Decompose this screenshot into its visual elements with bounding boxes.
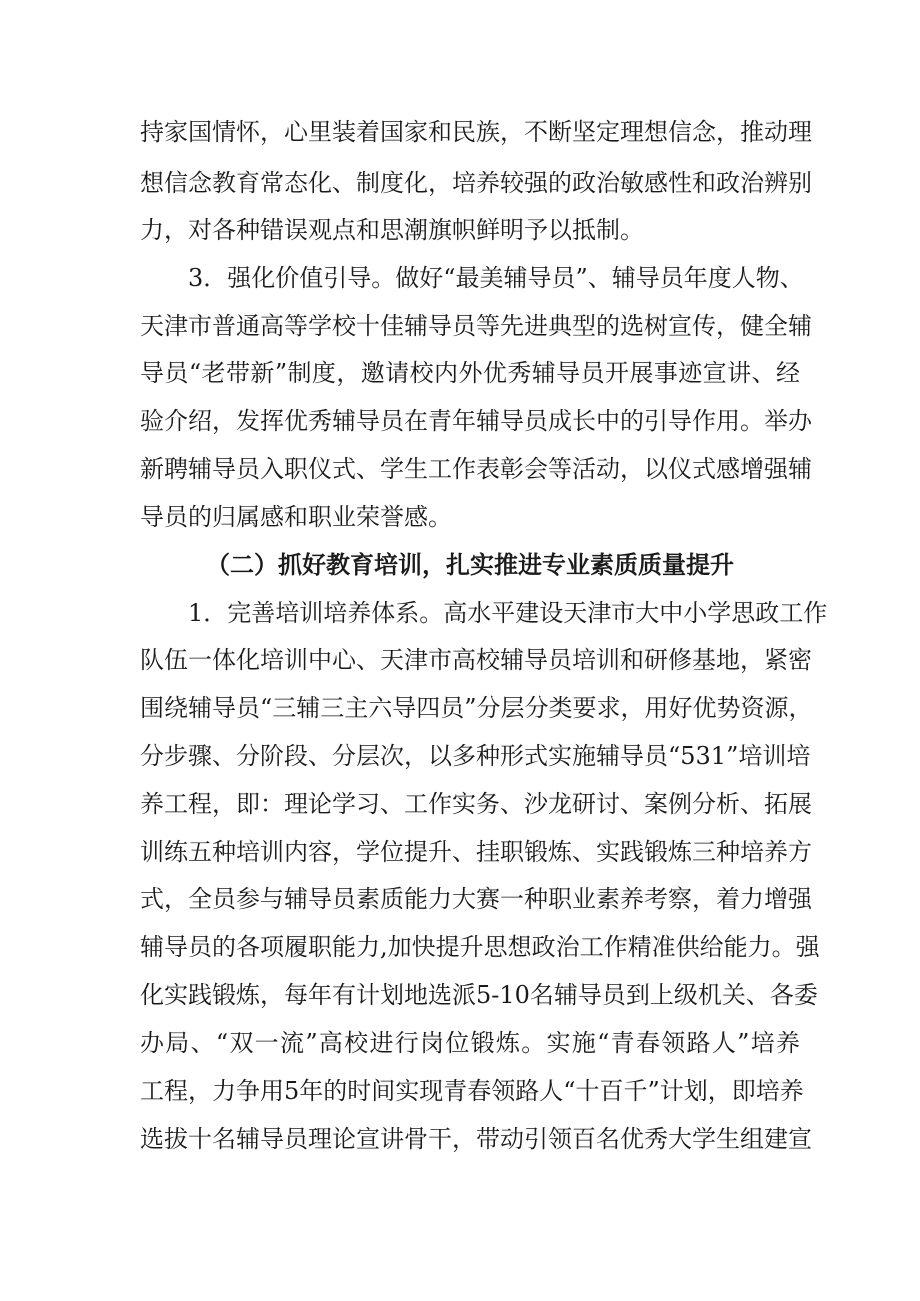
paragraph-line: 队伍一体化培训中心、天津市高校辅导员培训和研修基地，紧密 (140, 646, 812, 674)
paragraph-line: 式，全员参与辅导员素质能力大赛一种职业素养考察，着力增强 (140, 885, 812, 913)
paragraph-line: 办局、“双一流”高校进行岗位锻炼。实施“青春领路人”培养 (140, 1029, 800, 1057)
paragraph-line: 训练五种培训内容，学位提升、挂职锻炼、实践锻炼三种培养方 (140, 838, 812, 866)
paragraph-line: 3．强化价值引导。做好“最美辅导员”、辅导员年度人物、 (188, 264, 804, 292)
paragraph-line: 分步骤、分阶段、分层次，以多种形式实施辅导员“531”培训培 (140, 742, 811, 770)
section-heading: （二）抓好教育培训，扎实推进专业素质质量提升 (206, 550, 734, 579)
paragraph-line: 想信念教育常态化、制度化，培养较强的政治敏感性和政治辨别 (140, 169, 812, 197)
paragraph-line: 新聘辅导员入职仪式、学生工作表彰会等活动，以仪式感增强辅 (140, 455, 812, 483)
paragraph-line: 持家国情怀，心里装着国家和民族，不断坚定理想信念，推动理 (140, 118, 812, 146)
paragraph-line: 工程，力争用5年的时间实现青春领路人“十百千”计划，即培养 (140, 1077, 804, 1105)
paragraph-line: 导员的归属感和职业荣誉感。 (140, 503, 452, 531)
paragraph-line: 辅导员的各项履职能力,加快提升思想政治工作精准供给能力。强 (140, 933, 820, 961)
paragraph-line: 选拔十名辅导员理论宣讲骨干，带动引领百名优秀大学生组建宣 (140, 1125, 812, 1153)
paragraph-line: 力，对各种错误观点和思潮旗帜鲜明予以抵制。 (140, 216, 644, 244)
paragraph-line: 天津市普通高等学校十佳辅导员等先进典型的选树宣传，健全辅 (140, 312, 812, 340)
paragraph-line: 养工程，即：理论学习、工作实务、沙龙研讨、案例分析、拓展 (140, 790, 812, 818)
paragraph-line: 导员“老带新”制度，邀请校内外优秀辅导员开展事迹宣讲、经 (140, 359, 800, 387)
paragraph-line: 1．完善培训培养体系。高水平建设天津市大中小学思政工作 (188, 599, 828, 627)
paragraph-line: 验介绍，发挥优秀辅导员在青年辅导员成长中的引导作用。举办 (140, 407, 812, 435)
paragraph-line: 围绕辅导员“三辅三主六导四员”分层分类要求，用好优势资源， (140, 694, 813, 722)
paragraph-line: 化实践锻炼，每年有计划地选派5-10名辅导员到上级机关、各委 (140, 981, 818, 1009)
